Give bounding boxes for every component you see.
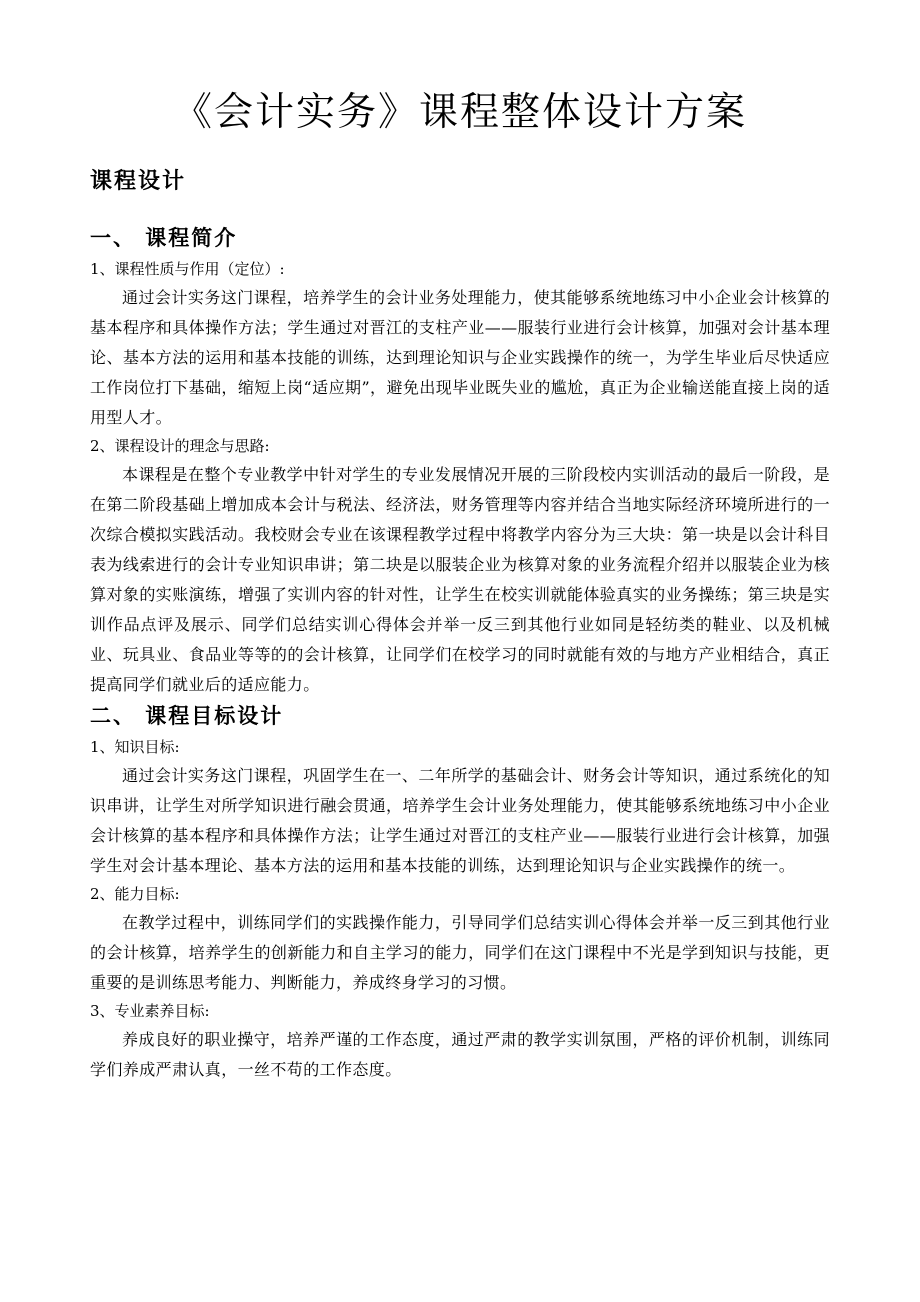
- item-label: 3、专业素养目标:: [90, 1002, 210, 1020]
- item-label: 2、课程设计的理念与思路:: [90, 437, 270, 455]
- paragraph: 在教学过程中，训练同学们的实践操作能力，引导同学们总结实训心得体会并举一反三到其他行业的会计核算，培养学生的创新能力和自主学习的能力，同学们在这门课程中不光是学到知识与技能，更重要的是训练思考能力、判断能力，养成终身学习的习惯。: [90, 913, 830, 992]
- section-heading: 一、 课程简介: [90, 226, 238, 250]
- section-course-intro: [90, 222, 830, 700]
- item-label: 1、知识目标:: [90, 738, 180, 756]
- item-label: 1、课程性质与作用（定位）:: [90, 260, 285, 278]
- section-heading: 二、 课程目标设计: [90, 704, 284, 728]
- section-course-goals: [90, 700, 830, 1085]
- paragraph: 通过会计实务这门课程，巩固学生在一、二年所学的基础会计、财务会计等知识，通过系统化的知识串讲，让学生对所学知识进行融会贯通，培养学生会计业务处理能力，使其能够系统地练习中小企业会计核算的基本程序和具体操作方法；让学生通过对晋江的支柱产业——服装行业进行会计核算，加强学生对会计基本理论、基本方法的运用和基本技能的训练，达到理论知识与企业实践操作的统一。: [90, 766, 830, 875]
- item-label: 2、能力目标:: [90, 885, 180, 903]
- paragraph: 本课程是在整个专业教学中针对学生的专业发展情况开展的三阶段校内实训活动的最后一阶段，是在第二阶段基础上增加成本会计与税法、经济法，财务管理等内容并结合当地实际经济环境所进行的一次综合模拟实践活动。我校财会专业在该课程教学过程中将教学内容分为三大块：第一块是以会计科目表为线索进行的会计专业知识串讲；第二块是以服装企业为核算对象的业务流程介绍并以服装企业为核算对象的实账演练，增强了实训内容的针对性，让学生在校实训就能体验真实的业务操练；第三块是实训作品点评及展示、同学们总结实训心得体会并举一反三到其他行业如同是轻纺类的鞋业、以及机械业、玩具业、食品业等等的的会计核算，让同学们在校学习的同时就能有效的与地方产业相结合，真正提高同学们就业后的适应能力。: [90, 465, 830, 694]
- document-subtitle: 课程设计: [90, 169, 187, 194]
- document-body: [90, 222, 830, 1085]
- document-title: 《会计实务》课程整体设计方案: [172, 90, 747, 135]
- paragraph: 养成良好的职业操守，培养严谨的工作态度，通过严肃的教学实训氛围，严格的评价机制，训练同学们养成严肃认真，一丝不苟的工作态度。: [90, 1030, 830, 1079]
- paragraph: 通过会计实务这门课程，培养学生的会计业务处理能力，使其能够系统地练习中小企业会计核算的基本程序和具体操作方法；学生通过对晋江的支柱产业——服装行业进行会计核算，加强对会计基本理论、基本方法的运用和基本技能的训练，达到理论知识与企业实践操作的统一，为学生毕业后尽快适应工作岗位打下基础，缩短上岗“适应期”，避免出现毕业既失业的尴尬，真正为企业输送能直接上岗的适用型人才。: [90, 288, 830, 427]
